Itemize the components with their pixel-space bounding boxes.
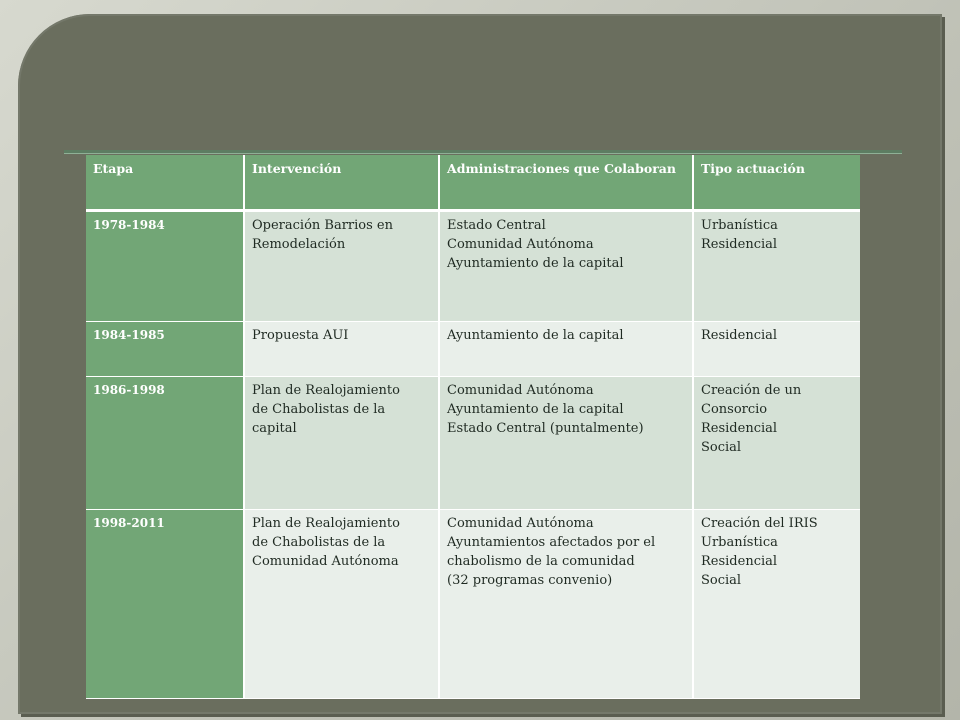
cell-line: Ayuntamiento de la capital: [447, 256, 624, 271]
table-row: [86, 322, 860, 377]
cell-line: chabolismo de la comunidad: [447, 554, 635, 569]
cell-line: Social: [701, 573, 742, 588]
cell-line: Urbanística: [701, 535, 778, 550]
cell-line: Consorcio: [701, 402, 768, 417]
cell-administraciones: [439, 211, 693, 322]
cell-line: de Chabolistas de la: [252, 535, 386, 550]
cell-line: de Chabolistas de la: [252, 402, 386, 417]
cell-administraciones: [439, 377, 693, 510]
cell-etapa: 1998-2011: [86, 510, 244, 699]
cell-line: Comunidad Autónoma: [447, 237, 594, 252]
cell-line: Estado Central: [447, 218, 546, 233]
interventions-table: [86, 155, 860, 699]
cell-intervencion: [244, 322, 439, 377]
table-row: [86, 377, 860, 510]
cell-line: Comunidad Autónoma: [252, 554, 399, 569]
cell-line: Plan de Realojamiento: [252, 383, 400, 398]
cell-tipo: [693, 377, 860, 510]
cell-line: Plan de Realojamiento: [252, 516, 400, 531]
cell-line: capital: [252, 421, 297, 436]
cell-line: Comunidad Autónoma: [447, 516, 594, 531]
cell-line: Ayuntamiento de la capital: [447, 402, 624, 417]
cell-line: Residencial: [701, 554, 778, 569]
cell-line: Creación del IRIS: [701, 516, 818, 531]
cell-intervencion: [244, 211, 439, 322]
cell-line: Social: [701, 440, 742, 455]
cell-line: Residencial: [701, 328, 778, 343]
cell-line: Operación Barrios en: [252, 218, 393, 233]
cell-etapa: 1986-1998: [86, 377, 244, 510]
cell-intervencion: [244, 510, 439, 699]
cell-line: Remodelación: [252, 237, 346, 252]
cell-line: Residencial: [701, 237, 778, 252]
header-administraciones: Administraciones que Colaboran: [439, 155, 693, 211]
header-intervencion: Intervención: [244, 155, 439, 211]
cell-line: Estado Central (puntalmente): [447, 421, 644, 436]
cell-line: Comunidad Autónoma: [447, 383, 594, 398]
cell-line: Residencial: [701, 421, 778, 436]
cell-tipo: [693, 510, 860, 699]
cell-administraciones: [439, 322, 693, 377]
cell-line: Urbanística: [701, 218, 778, 233]
cell-etapa: 1978-1984: [86, 211, 244, 322]
cell-tipo: [693, 322, 860, 377]
cell-line: (32 programas convenio): [447, 573, 613, 588]
cell-tipo: [693, 211, 860, 322]
cell-line: Propuesta AUI: [252, 328, 349, 343]
table-header-row: [86, 155, 860, 211]
cell-intervencion: [244, 377, 439, 510]
cell-line: Ayuntamientos afectados por el: [447, 535, 656, 550]
header-etapa: Etapa: [86, 155, 244, 211]
header-tipo-actuacion: Tipo actuación: [693, 155, 860, 211]
cell-etapa: 1984-1985: [86, 322, 244, 377]
title-divider: [64, 150, 902, 154]
table-row: [86, 211, 860, 322]
table-row: [86, 510, 860, 699]
cell-administraciones: [439, 510, 693, 699]
cell-line: Ayuntamiento de la capital: [447, 328, 624, 343]
cell-line: Creación de un: [701, 383, 802, 398]
